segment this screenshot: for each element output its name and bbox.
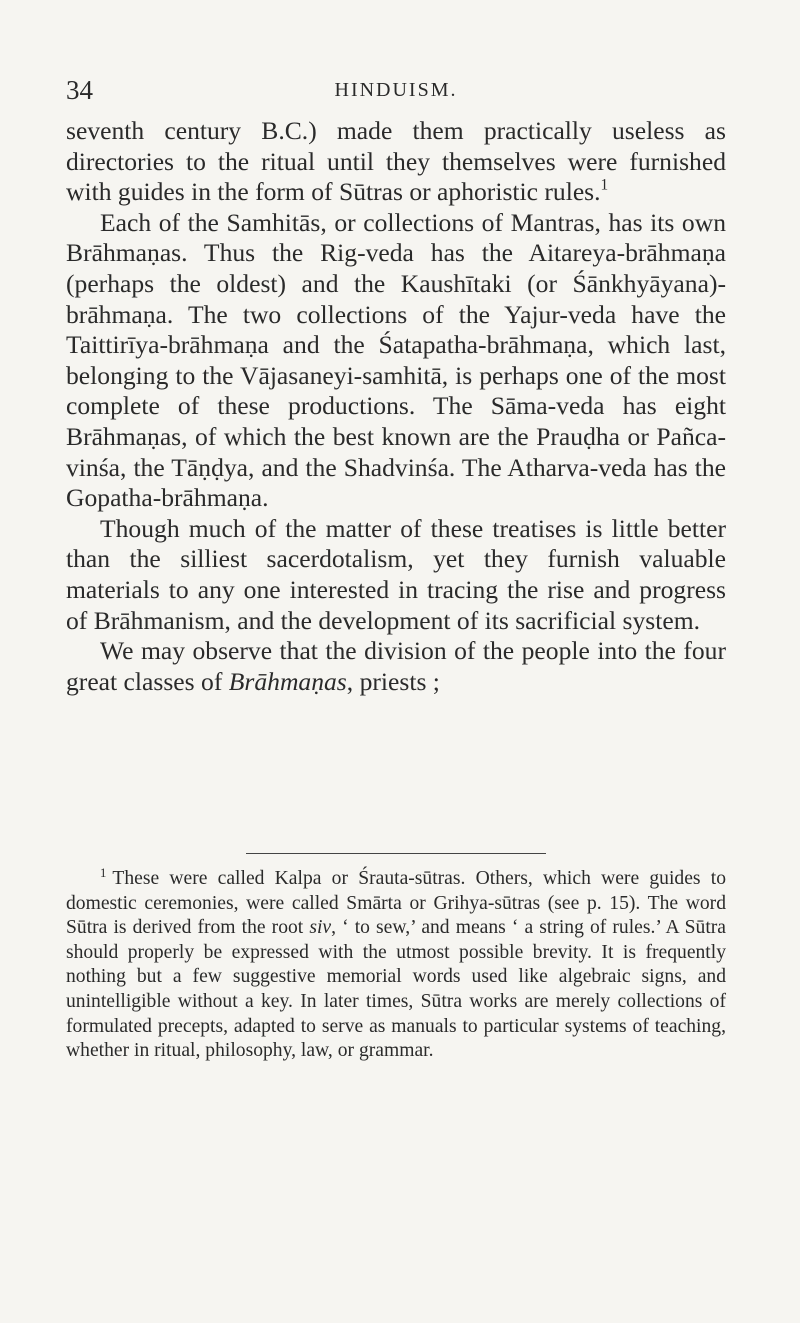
footnote-separator-rule	[246, 853, 546, 854]
paragraph-4-text: We may observe that the division of the people into the four great classes of	[66, 636, 726, 696]
footnote-text-1: These were called Kalpa or Śrauta-sūtras. Others, which were guides to domestic ceremonies, were called Smārta or Grihya-sūtras (see p. 15). The word Sūtra is derived from the root	[66, 868, 726, 939]
paragraph-brahmanas: Each of the Samhitās, or collections of Mantras, has its own Brāhmaṇas. Thus the Rig-veda has the Aitareya-brāhmaṇa (perhaps the oldest) and the Kaushītaki (or Śānkhyāyana)-brāhmaṇa. The two collections of the Yajur-veda have the Taittirīya-brāhmaṇa and the Śatapatha-brāhmaṇa, which last, belonging to the Vājasaneyi-samhitā, is perhaps one of the most complete of these productions. The Sāma-veda has eight Brāhmaṇas, of which the best known are the Prauḍha or Pañca-vinśa, the Tāṇḍya, and the Shadvinśa. The Atharva-veda has the Gopatha-brāhmaṇa.	[66, 207, 726, 513]
footnote-marker: 1	[100, 866, 107, 880]
paragraph-1-text: seventh century B.C.) made them practically useless as directories to the ritual until they themselves were furnished with guides in the form of Sūtras or aphoristic rules.	[66, 116, 726, 207]
footnote-reference: 1	[600, 176, 609, 194]
footnote-text-2: , ‘ to sew,’ and means ‘ a string of rules.’ A Sūtra should properly be expressed with the utmost possible brevity. It is frequently nothing but a few suggestive memorial words used like algebraic signs, and unintelligible without a key. In later times, Sūtra works are merely collections of formulated precepts, adapted to serve as manuals to particular systems of teaching, whether in ritual, philosophy, law, or grammar.	[66, 917, 726, 1062]
paragraph-continuation	[66, 116, 726, 208]
paragraph-classes	[66, 636, 726, 697]
italic-term-brahmanas: Brāhmaṇas	[228, 666, 347, 696]
paragraph-sacerdotalism: Though much of the matter of these treatises is little better than the silliest sacerdotalism, yet they furnish valuable materials to any one interested in tracing the rise and progress of Brāhmanism, and the development of its sacrificial system.	[66, 513, 726, 635]
running-title: HINDUISM.	[334, 79, 458, 101]
body-text	[66, 116, 726, 697]
running-head	[66, 72, 726, 108]
italic-term-siv: siv	[309, 917, 332, 939]
paragraph-4-tail: , priests ;	[346, 666, 440, 696]
footnote	[66, 867, 726, 1064]
page-number: 34	[66, 75, 93, 105]
